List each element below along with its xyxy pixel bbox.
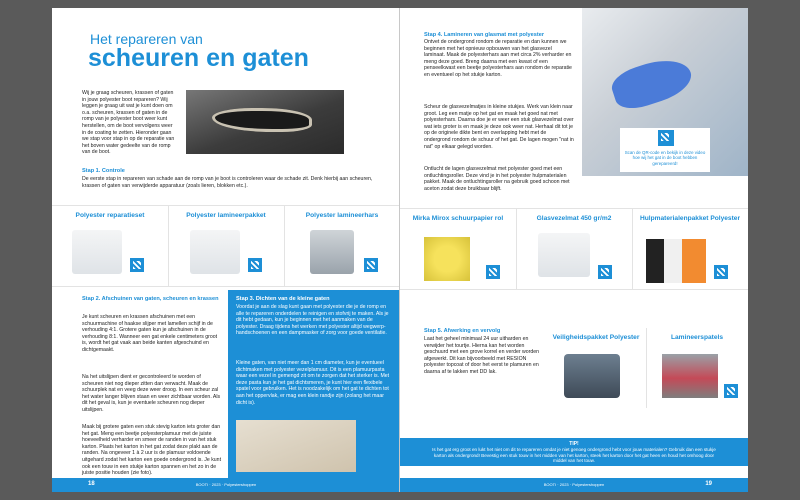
- tip-text: Is het gat erg groot en lukt het niet om dit te repareren omdat je niet genoeg ondergrond hebt voor jouw materialen? Gebruik dan een stukje karton als ondergrond! Bevestig een stuk touw in het midden van het karton, steek het karton door het gat heen en houd het omhoog door middel van het touw.: [432, 447, 716, 464]
- page-number: 18: [88, 481, 95, 487]
- right-page: [400, 8, 748, 492]
- product-card-lamineerhars[interactable]: [284, 206, 400, 286]
- intro-text: Wij je graag scheuren, krassen of gaten in jouw polyester boot repareren? Wij leggen je graag uit wat je kunt doen om o.a. scheuren, krassen of gaten in de romp van je polyester boot weer kunt herstellen, om de boot vervolgens weer in de coating te zetten. Hieronder gaan we stap voor stap in op de reparatie van het boven water gedeelte van de romp van de boot.: [82, 90, 175, 156]
- products-row-right: [400, 208, 748, 290]
- stap5-heading: Stap 5. Afwerking en vervolg: [424, 328, 501, 334]
- product-title: Hulpmaterialenpakket Polyester: [639, 215, 741, 222]
- product-title: Polyester reparatieset: [75, 212, 145, 219]
- right-footer: [400, 478, 748, 492]
- product-title: Polyester lamineerhars: [305, 212, 379, 219]
- stap2-text3: Maak bij grotere gaten een stuk stevig karton iets groter dan het gat. Meng een beetje polyesterplamuur met de juiste hoeveelheid verharder en smeer de randen in van het stuk karton. Plaats het karton in het gat zodat deze plakt aan de randen. Na ongeveer 1 à 2 uur is de plamuur voldoende uitgehard zodat het karton een goede ondergrond is. Je kunt ook een touw in een stukje karton spannen en het zo in de juiste positie houden (zie foto).: [82, 424, 222, 477]
- stap2-text: Je kunt scheuren en krassen afschuinen met een schuurmachine of haakse slijper met lamellen schijf in de verhouding 4:1. Grotere gaten kun je afschuinen in de verhouding 8:1. Wanneer een gat enkele centimeters groot is, wordt het gat vaak aan beide kanten afgeschuind en dichtgemaakt.: [82, 314, 218, 353]
- left-page: [52, 8, 400, 492]
- stap2-text2: Na het uitslijpen dient er gecontroleerd te worden of scheuren niet nog dieper zitten dan verwacht. Maak de schuurplek nat en veeg deze weer droog. In een scheur zal het water langer blijven staan en weer zichtbaar worden. Als dit het geval is, kun je eventuele scheuren nog dieper uitslijpen.: [82, 374, 221, 413]
- stap5-text: Laat het geheel minimaal 24 uur uitharden en verwijder het tourtje. Hierna kan het worden geschuurd met een grove korrel en verder worden afgewerkt. Dit kan bijvoorbeeld met RESION polyester topcoat of door het eerst te plamuren en daarna af te lakken met DD lak.: [424, 336, 540, 375]
- page-title-line2: scheuren en gaten: [88, 44, 309, 72]
- stap4-text2: Scheur de glasvezelmatjes in kleine stukjes. Werk van klein naar groot. Leg een matje op het gat en maak het goed nat met polyesterhars. Daarna doe je er weer een stuk glasvezelmat over wat iets groter is en maak je deze ook weer nat. Herhaal dit tot je op de originele dikte bent en overlapping hebt met de ondergrond rondom de schuur of het gat. De lagen mogen "nat in nat" op elkaar gelegd worden.: [424, 104, 574, 150]
- hull-damage-photo: [186, 90, 344, 154]
- qr-code-icon: [714, 265, 728, 279]
- stap1-text: De eerste stap in repareren van schade aan de romp van je boot is controleren waar de schade zit. Denk hierbij aan scheuren, krassen of gaten van verwijderde apparatuur (zoals lieren, blokken etc.).: [82, 176, 373, 189]
- product-image: [564, 354, 620, 398]
- stap3-text2: Kleine gaten, van niet meer dan 1 cm diameter, kun je eventueel dichtmaken met polyester vezelplamuur. Dit is een plamuurpasta waar een vezel in gemengd zit om te zorgen dat het sterker is. Met deze pasta kun je het gat dichtsmeren, je kunt hier een flexibele spatel voor gebruiken. Het is noodzakelijk om het gat te dichten tot aan het oppervlak, er mag een klein randje zijn (zolang het maar dicht is).: [236, 360, 390, 406]
- glove-hand: [608, 52, 696, 115]
- stap2-heading: Stap 2. Afschuinen van gaten, scheuren en krassen: [82, 296, 219, 302]
- stap4-text3: Ontlucht de lagen glasvezelmat met polyester goed met een ontluchtingsroller. Deze vind je in het polyester hulpmaterialen pakket. Maak de ontluchtingsroller na gebruik goed schoon met aceton zodat deze bruikbaar blijft.: [424, 166, 570, 192]
- qr-panel: [620, 128, 710, 172]
- page-number: 19: [705, 481, 712, 487]
- product-image: [646, 239, 706, 283]
- footer-mid: BOOTI · 2023 · Polyestershoppen: [543, 482, 605, 487]
- qr-code-icon: [364, 258, 378, 272]
- qr-code-icon: [130, 258, 144, 272]
- footer-mid: BOOTI · 2023 · Polyestershoppen: [195, 482, 257, 487]
- product-card-lamineerspatels[interactable]: [646, 328, 748, 408]
- stap3-heading: Stap 3. Dichten van de kleine gaten: [236, 296, 330, 302]
- stap3-text: Voordat je aan de slag kunt gaan met polyester die je de romp en alle te repareren onderdelen te reinigen en stofvrij te maken. Als je dit hebt gedaan, kun je beginnen met het aanmaken van de polyester. Draag tijdens het werken met polyester altijd wegwerp-handschoenen en een dampmasker of zorg voor goede ventilatie.: [236, 304, 389, 337]
- tip-title: TIP!: [569, 441, 579, 447]
- qr-code-icon[interactable]: [658, 130, 674, 146]
- product-card-veiligheidspakket[interactable]: [546, 328, 647, 408]
- product-image: [190, 230, 240, 274]
- lamination-photo: [582, 8, 748, 176]
- qr-code-icon: [486, 265, 500, 279]
- product-card-glasvezelmat[interactable]: [516, 209, 633, 289]
- stap3-box: [228, 290, 400, 486]
- product-card-reparatieset[interactable]: [52, 206, 169, 286]
- qr-code-icon: [724, 384, 738, 398]
- product-title: Glasvezelmat 450 gr/m2: [536, 215, 612, 222]
- product-card-schuurpapier[interactable]: [400, 209, 517, 289]
- tip-box: [400, 438, 748, 466]
- product-title: Veiligheidspakket Polyester: [552, 334, 640, 341]
- product-title: Polyester lamineerpakket: [186, 212, 266, 219]
- product-image: [424, 237, 470, 281]
- product-card-hulpmaterialen[interactable]: [632, 209, 748, 289]
- stap4-heading: Stap 4. Lamineren van glasmat met polyester: [424, 32, 544, 38]
- product-image: [662, 354, 718, 398]
- product-title: Lamineerspatels: [670, 334, 724, 341]
- qr-code-icon: [248, 258, 262, 272]
- product-title: Mirka Mirox schuurpapier rol: [412, 215, 504, 222]
- products-row-left: [52, 205, 400, 287]
- product-card-lamineerpakket[interactable]: [168, 206, 285, 286]
- stap1-heading: Stap 1. Controle: [82, 168, 125, 174]
- crack-shape: [212, 108, 312, 132]
- qr-caption: Scan de QR-code en bekijk in deze video hoe wij het gat in de boot hebben gerepareerd!: [624, 150, 706, 166]
- cardboard-photo: [236, 420, 356, 472]
- left-footer: [52, 478, 400, 492]
- qr-code-icon: [598, 265, 612, 279]
- product-image: [538, 233, 590, 277]
- product-image: [72, 230, 122, 274]
- product-image: [310, 230, 354, 274]
- stap4-text: Ontvet de ondergrond rondom de reparatie en dan kunnen we beginnen met het opnieuw opbouwen van het glasvezel laminaat. Maak de polyesterhars aan met circa 2% verharder en meng deze goed. Breng daarna met een kwast of een penseelkwast een beetje polyesterhars aan rondom de reparatie en eventueel op het stukje karton.: [424, 39, 572, 78]
- page-title-line1: Het repareren van: [90, 31, 203, 47]
